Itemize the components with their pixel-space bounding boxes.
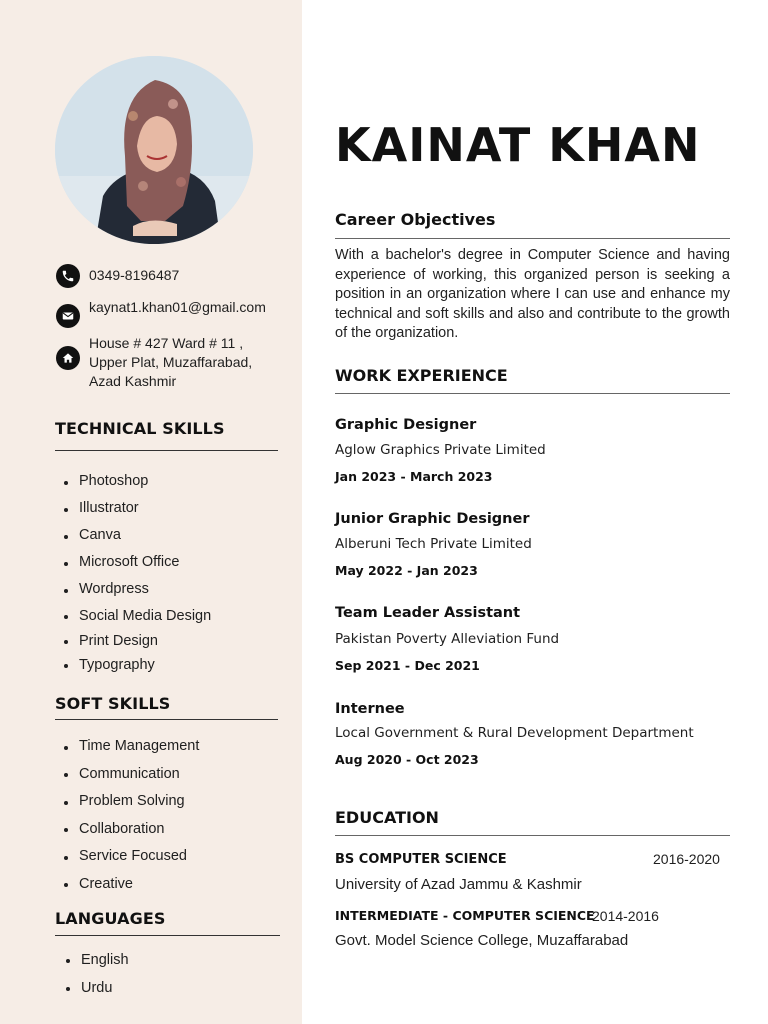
email-address: kaynat1.khan01@gmail.com bbox=[89, 299, 266, 315]
education-degree: BS COMPUTER SCIENCE bbox=[335, 852, 507, 867]
job-company: Alberuni Tech Private Limited bbox=[335, 536, 532, 552]
job-dates: Aug 2020 - Oct 2023 bbox=[335, 752, 479, 767]
job-company: Pakistan Poverty Alleviation Fund bbox=[335, 631, 560, 647]
work-experience-divider bbox=[335, 393, 730, 394]
list-item: Microsoft Office bbox=[64, 549, 211, 576]
list-item: Time Management bbox=[64, 733, 199, 761]
contact-address bbox=[56, 335, 279, 391]
technical-skills-heading: TECHNICAL SKILLS bbox=[55, 419, 225, 438]
job-title: Internee bbox=[335, 701, 405, 717]
education-school: University of Azad Jammu & Kashmir bbox=[335, 876, 582, 893]
list-item: Social Media Design bbox=[64, 603, 211, 629]
home-address: House # 427 Ward # 11 , Upper Plat, Muzaffarabad, Azad Kashmir bbox=[89, 335, 253, 389]
work-experience-heading: WORK EXPERIENCE bbox=[335, 366, 508, 385]
list-item: English bbox=[66, 946, 129, 974]
education-divider bbox=[335, 835, 730, 836]
languages-divider bbox=[55, 935, 280, 936]
list-item: Wordpress bbox=[64, 576, 211, 603]
languages-list bbox=[66, 946, 129, 1002]
list-item: Photoshop bbox=[64, 468, 211, 495]
soft-skills-list bbox=[64, 733, 199, 898]
contact-email bbox=[56, 299, 279, 328]
contact-phone bbox=[56, 264, 279, 288]
education-school: Govt. Model Science College, Muzaffarabad bbox=[335, 932, 629, 949]
career-objectives-heading: Career Objectives bbox=[335, 210, 496, 229]
phone-icon bbox=[56, 264, 80, 288]
education-degree: INTERMEDIATE - COMPUTER SCIENCE bbox=[335, 908, 595, 923]
list-item: Communication bbox=[64, 761, 199, 789]
languages-heading: LANGUAGES bbox=[55, 909, 166, 928]
list-item: Illustrator bbox=[64, 495, 211, 522]
home-icon bbox=[56, 346, 80, 370]
list-item: Urdu bbox=[66, 974, 129, 1002]
job-company: Local Government & Rural Development Department bbox=[335, 725, 694, 741]
list-item: Service Focused bbox=[64, 843, 199, 871]
education-years: 2016-2020 bbox=[653, 851, 720, 867]
list-item: Typography bbox=[64, 653, 211, 677]
envelope-icon bbox=[56, 304, 80, 328]
job-dates: May 2022 - Jan 2023 bbox=[335, 563, 478, 578]
list-item: Canva bbox=[64, 522, 211, 549]
soft-skills-heading: SOFT SKILLS bbox=[55, 694, 171, 713]
job-dates: Sep 2021 - Dec 2021 bbox=[335, 658, 480, 673]
job-title: Team Leader Assistant bbox=[335, 605, 521, 621]
job-company: Aglow Graphics Private Limited bbox=[335, 442, 546, 458]
job-dates: Jan 2023 - March 2023 bbox=[335, 469, 493, 484]
list-item: Collaboration bbox=[64, 816, 199, 844]
list-item: Creative bbox=[64, 871, 199, 899]
candidate-name: KAINAT KHAN bbox=[335, 118, 701, 172]
technical-skills-divider bbox=[55, 450, 278, 451]
phone-number: 0349-8196487 bbox=[89, 267, 180, 283]
profile-photo bbox=[55, 56, 253, 244]
job-title: Junior Graphic Designer bbox=[335, 511, 530, 527]
education-years: 2014-2016 bbox=[592, 908, 659, 924]
soft-skills-divider bbox=[55, 719, 278, 720]
education-heading: EDUCATION bbox=[335, 808, 439, 827]
list-item: Problem Solving bbox=[64, 788, 199, 816]
career-objectives-text: With a bachelor's degree in Computer Science and having experience of working, this organized person is seeking a position in an organization where I can use and enhance my technical and soft skills and also and contribute to the growth of the organization. bbox=[335, 247, 730, 341]
technical-skills-list bbox=[64, 468, 211, 677]
career-objectives-divider bbox=[335, 238, 730, 239]
job-title: Graphic Designer bbox=[335, 417, 477, 433]
list-item: Print Design bbox=[64, 629, 211, 653]
